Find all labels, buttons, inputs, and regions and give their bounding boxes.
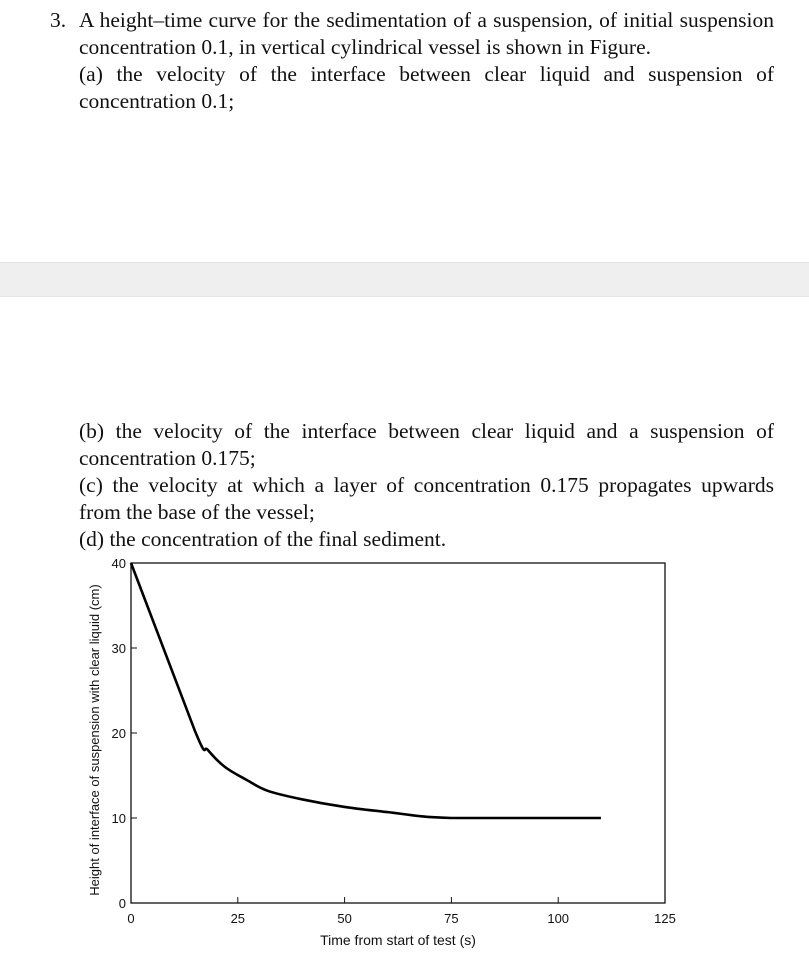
- series-line: [131, 563, 601, 818]
- question-part-b: (b) the velocity of the interface between clear liquid and a suspension of concentration 0.175;: [79, 419, 774, 470]
- question-part-d: (d) the concentration of the final sediment.: [79, 527, 447, 551]
- y-tick-label: 20: [111, 726, 126, 741]
- y-tick-label: 10: [111, 811, 126, 826]
- x-tick-label: 75: [444, 911, 459, 926]
- question-intro: A height–time curve for the sedimentation of a suspension, of initial suspension concentration 0.1, in vertical cylindrical vessel is shown in Figure.: [79, 8, 774, 59]
- x-tick-label: 125: [654, 911, 676, 926]
- plot-frame: [131, 563, 665, 903]
- y-tick-label: 40: [111, 556, 126, 571]
- y-axis-title: Height of interface of suspension with clear liquid (cm): [87, 584, 102, 896]
- x-tick-label: 50: [337, 911, 352, 926]
- x-tick-label: 0: [127, 911, 135, 926]
- x-axis-title: Time from start of test (s): [320, 932, 476, 948]
- question-part-a: (a) the velocity of the interface between clear liquid and suspension of concentration 0.1;: [79, 62, 774, 113]
- question-part-c: (c) the velocity at which a layer of concentration 0.175 propagates upwards from the base of the vessel;: [79, 473, 774, 524]
- question-number: 3.: [50, 8, 67, 32]
- x-tick-label: 25: [230, 911, 246, 926]
- y-tick-label: 0: [118, 896, 126, 911]
- x-tick-label: 100: [547, 911, 570, 926]
- y-tick-label: 30: [111, 641, 126, 656]
